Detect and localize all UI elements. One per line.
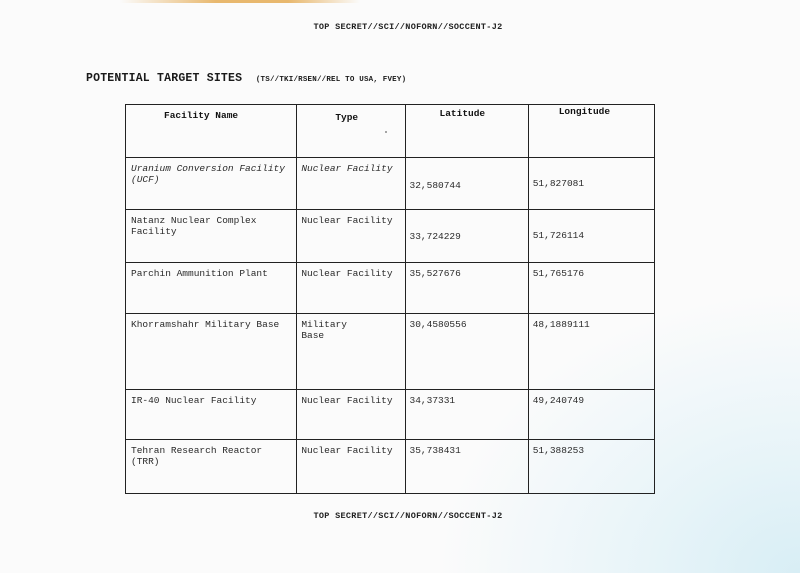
- section-classification-marking: (TS//TKI/RSEN//REL TO USA, FVEY): [255, 76, 407, 84]
- facility-name-cell: IR-40 Nuclear Facility: [126, 390, 297, 440]
- footer-classification: TOP SECRET//SCI//NOFORN//SOCCENT-J2: [313, 511, 503, 521]
- longitude-cell: 51,726114: [528, 210, 654, 263]
- facility-name-cell: Tehran Research Reactor (TRR): [126, 440, 297, 494]
- longitude-cell: 51,765176: [528, 263, 654, 314]
- latitude-cell: 33,724229: [405, 210, 528, 263]
- column-header-longitude: Longitude: [528, 105, 654, 158]
- longitude-cell: 51,827081: [528, 158, 654, 210]
- table-row: [126, 390, 655, 440]
- facility-name-cell: Uranium Conversion Facility (UCF): [126, 158, 297, 210]
- facility-type-cell: Military Base: [297, 314, 405, 390]
- facility-name-cell: Khorramshahr Military Base: [126, 314, 297, 390]
- longitude-cell: 51,388253: [528, 440, 654, 494]
- table-row: [126, 263, 655, 314]
- header-classification: TOP SECRET//SCI//NOFORN//SOCCENT-J2: [313, 22, 503, 32]
- latitude-cell: 34,37331: [405, 390, 528, 440]
- facility-type-cell: Nuclear Facility: [297, 390, 405, 440]
- latitude-cell: 35,738431: [405, 440, 528, 494]
- section-title: [86, 68, 406, 86]
- facility-type-cell: Nuclear Facility: [297, 210, 405, 263]
- scan-speck: [385, 131, 387, 133]
- latitude-cell: 32,580744: [405, 158, 528, 210]
- facility-name-cell: Parchin Ammunition Plant: [126, 263, 297, 314]
- facility-type-cell: Nuclear Facility: [297, 158, 405, 210]
- target-sites-table: [125, 104, 655, 494]
- table-row: [126, 440, 655, 494]
- table-row: [126, 314, 655, 390]
- column-header-latitude: Latitude: [405, 105, 528, 158]
- column-header-type: Type: [297, 105, 405, 158]
- longitude-cell: 49,240749: [528, 390, 654, 440]
- column-header-facility-name: Facility Name: [126, 105, 297, 158]
- section-title-text: POTENTIAL TARGET SITES: [86, 72, 243, 85]
- top-edge-strip: [120, 0, 360, 3]
- facility-name-cell: Natanz Nuclear Complex Facility: [126, 210, 297, 263]
- table-row: [126, 158, 655, 210]
- table-row: [126, 210, 655, 263]
- latitude-cell: 30,4580556: [405, 314, 528, 390]
- latitude-cell: 35,527676: [405, 263, 528, 314]
- facility-type-cell: Nuclear Facility: [297, 440, 405, 494]
- table-header-row: [126, 105, 655, 158]
- longitude-cell: 48,1889111: [528, 314, 654, 390]
- facility-type-cell: Nuclear Facility: [297, 263, 405, 314]
